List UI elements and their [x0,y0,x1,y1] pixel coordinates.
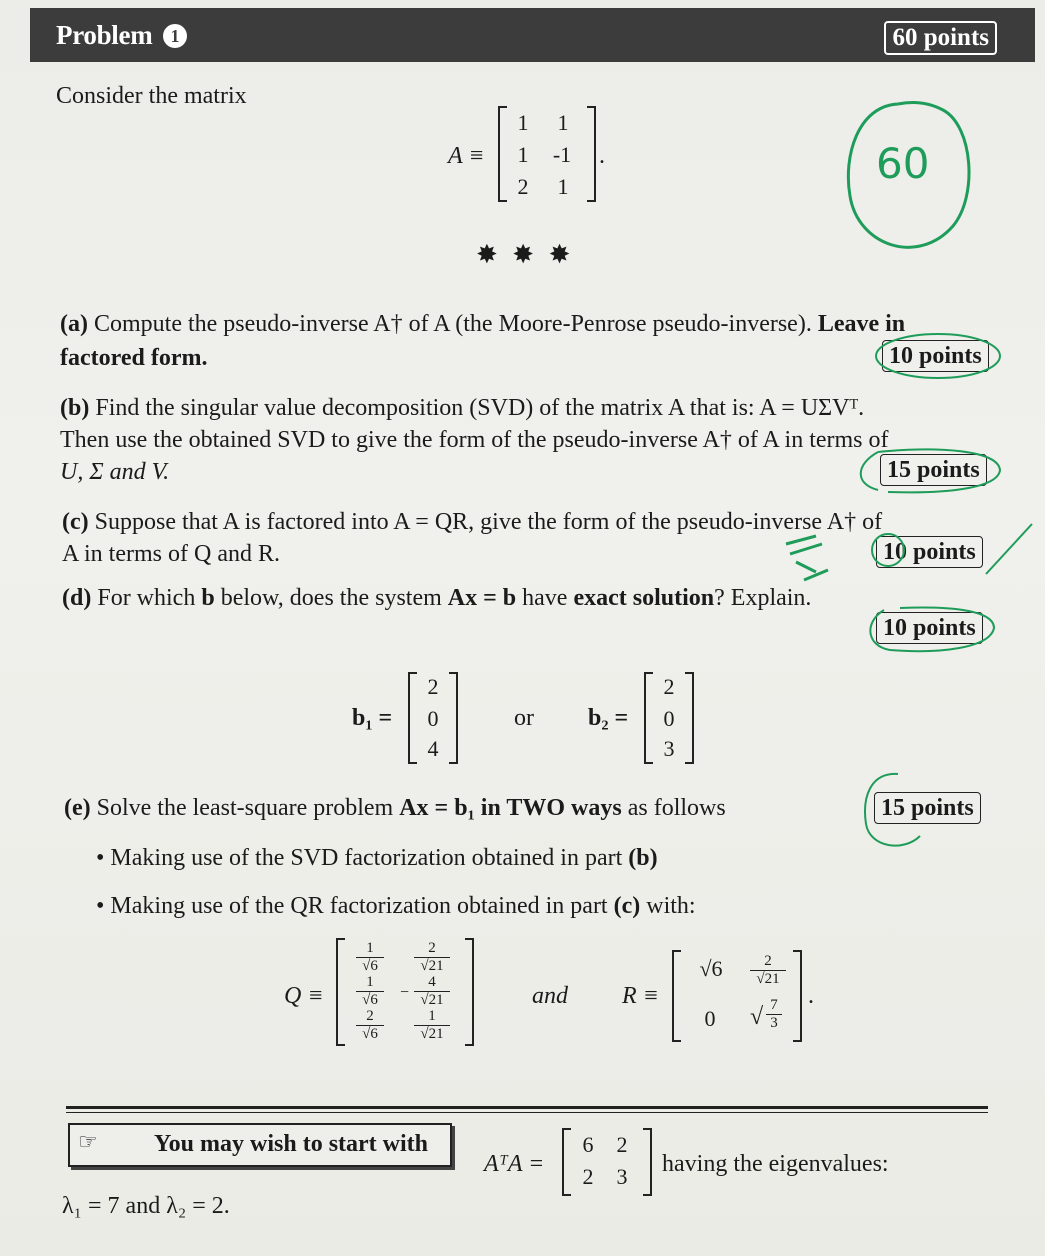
part-c-points: 10 points [876,536,983,568]
q-matrix-label: Q ≡ [284,983,324,1009]
part-a-line1: Compute the pseudo-inverse A† of A (the Moore-Penrose pseudo-inverse). [93,311,812,337]
hint-text: You may wish to start with [154,1131,429,1157]
part-c-line2: A in terms of Q and R. [62,541,280,567]
q-matrix [336,938,474,1046]
eigenvalues-values: λ₁ = 7 and λ₂ = 2. [62,1193,230,1219]
problem-title-text: Problem [56,20,153,50]
r-matrix-label: R ≡ [622,983,659,1009]
part-e-system: Ax = b₁ [399,795,475,821]
part-b-line1-text: Find the singular value decomposition (SVD) of the matrix A that is: A = UΣVᵀ. [95,395,865,421]
eigenvalues-text: having the eigenvalues: [662,1151,889,1177]
green-circle-e [858,768,930,852]
vector-b1 [408,672,458,764]
problem-number-badge: 1 [163,24,187,48]
green-scribble-c [776,514,1042,590]
part-d-line [62,582,811,614]
matrix-a [498,106,596,202]
part-e-end: as follows [627,795,726,821]
q-entry: 2 √21 [414,941,450,974]
bullet-qr-end: with: [646,893,696,919]
ata-matrix [562,1128,652,1196]
q-entry: 4 √21 [414,975,450,1008]
matrix-a-cell: 1 [557,174,569,199]
b1-label: b₁ = [352,705,393,731]
green-check-circle-b [848,444,1008,496]
b2-label: b₂ = [588,705,629,731]
ata-entry: 6 [582,1132,594,1157]
q-entry-sign: − [400,984,410,1001]
and-text: and [532,983,568,1009]
divider-rule [66,1106,988,1109]
vector-b2-entry: 2 [663,674,675,699]
part-a-line2: factored form. [60,345,208,371]
bullet-svd-text: Making use of the SVD factorization obtained in part [110,845,623,871]
section-separator: ✸ ✸ ✸ [476,240,575,269]
ata-label: AᵀA = [484,1151,545,1177]
q-entry: 1 √6 [356,975,384,1008]
part-e-points: 15 points [874,792,981,824]
vector-b1-entry: 4 [427,736,439,761]
part-b-line1 [60,392,864,424]
r-entry: 0 [704,1006,716,1031]
r-entry: 7 3 [766,998,782,1031]
part-e-line [64,792,726,824]
ata-entry: 3 [616,1164,628,1189]
q-entry: 1 √6 [356,941,384,974]
part-b-line2: Then use the obtained SVD to give the form of the pseudo-inverse A† of A in terms of [60,427,889,453]
part-e-bold: in TWO ways [480,795,622,821]
matrix-a-cell: -1 [552,142,572,167]
bullet-qr: • Making use of the QR factorization obtained in part (c) with: [96,893,696,919]
matrix-a-cell: 1 [557,110,569,135]
part-d-text-pre: For which [97,585,196,611]
part-c-line1-text: Suppose that A is factored into A = QR, give the form of the pseudo-inverse A† of [94,509,883,535]
green-check-circle-d [860,602,1000,654]
bullet-qr-text: Making use of the QR factorization obtained in part [110,893,608,919]
vector-b2-entry: 0 [663,706,675,731]
hint-box [68,1123,452,1167]
green-check-circle-a [872,330,1004,382]
part-d-points: 10 points [876,612,983,644]
part-b-points: 15 points [880,454,987,486]
part-d-label: (d) [62,585,92,611]
r-entry: 2 √21 [750,954,786,987]
handwritten-score-circle [838,96,978,266]
part-d-exact: exact solution [573,585,715,611]
part-a-points: 10 points [882,340,989,372]
part-a-text [60,308,1005,340]
part-d-end: ? Explain. [714,585,812,611]
part-d-have: have [522,585,568,611]
part-d-text-mid: below, does the system [220,585,442,611]
part-b-line3: U, Σ and V. [60,459,170,485]
part-c-line1 [62,506,882,538]
part-d-b: b [201,585,215,611]
ata-entry: 2 [616,1132,628,1157]
or-text: or [514,705,534,731]
q-entry: 2 √6 [356,1009,384,1042]
problem-header [30,8,1035,62]
bullet-qr-ref: (c) [613,893,641,919]
vector-b1-entry: 2 [427,674,439,699]
part-e-label: (e) [64,795,91,821]
handwritten-score: 60 [876,139,930,188]
matrix-a-period: . [599,143,605,169]
matrix-a-cell: 1 [517,110,529,135]
r-matrix-period: . [808,983,814,1009]
vector-b2 [644,672,694,764]
part-a-line1-bold: Leave in [817,311,906,337]
part-d-system: Ax = b [447,585,517,611]
matrix-a-cell: 2 [517,174,529,199]
part-e-text-pre: Solve the least-square problem [96,795,394,821]
pointing-hand-icon: ☞ [78,1129,98,1154]
r-entry: √6 [699,956,723,981]
problem-title [56,20,187,51]
r-entry-root: √ [750,1004,764,1030]
intro-text: Consider the matrix [56,83,247,109]
part-c-label: (c) [62,509,89,535]
matrix-a-label: A ≡ [448,143,485,169]
matrix-a-cell: 1 [517,142,529,167]
vector-b1-entry: 0 [427,706,439,731]
total-points-badge: 60 points [884,21,997,55]
vector-b2-entry: 3 [663,736,675,761]
r-matrix [672,950,802,1042]
part-a-label: (a) [60,311,88,337]
ata-entry: 2 [582,1164,594,1189]
bullet-svd: • Making use of the SVD factorization obtained in part (b) [96,845,658,871]
bullet-svd-ref: (b) [628,845,658,871]
q-entry: 1 √21 [414,1009,450,1042]
divider-rule-thin [66,1112,988,1113]
part-b-label: (b) [60,395,90,421]
